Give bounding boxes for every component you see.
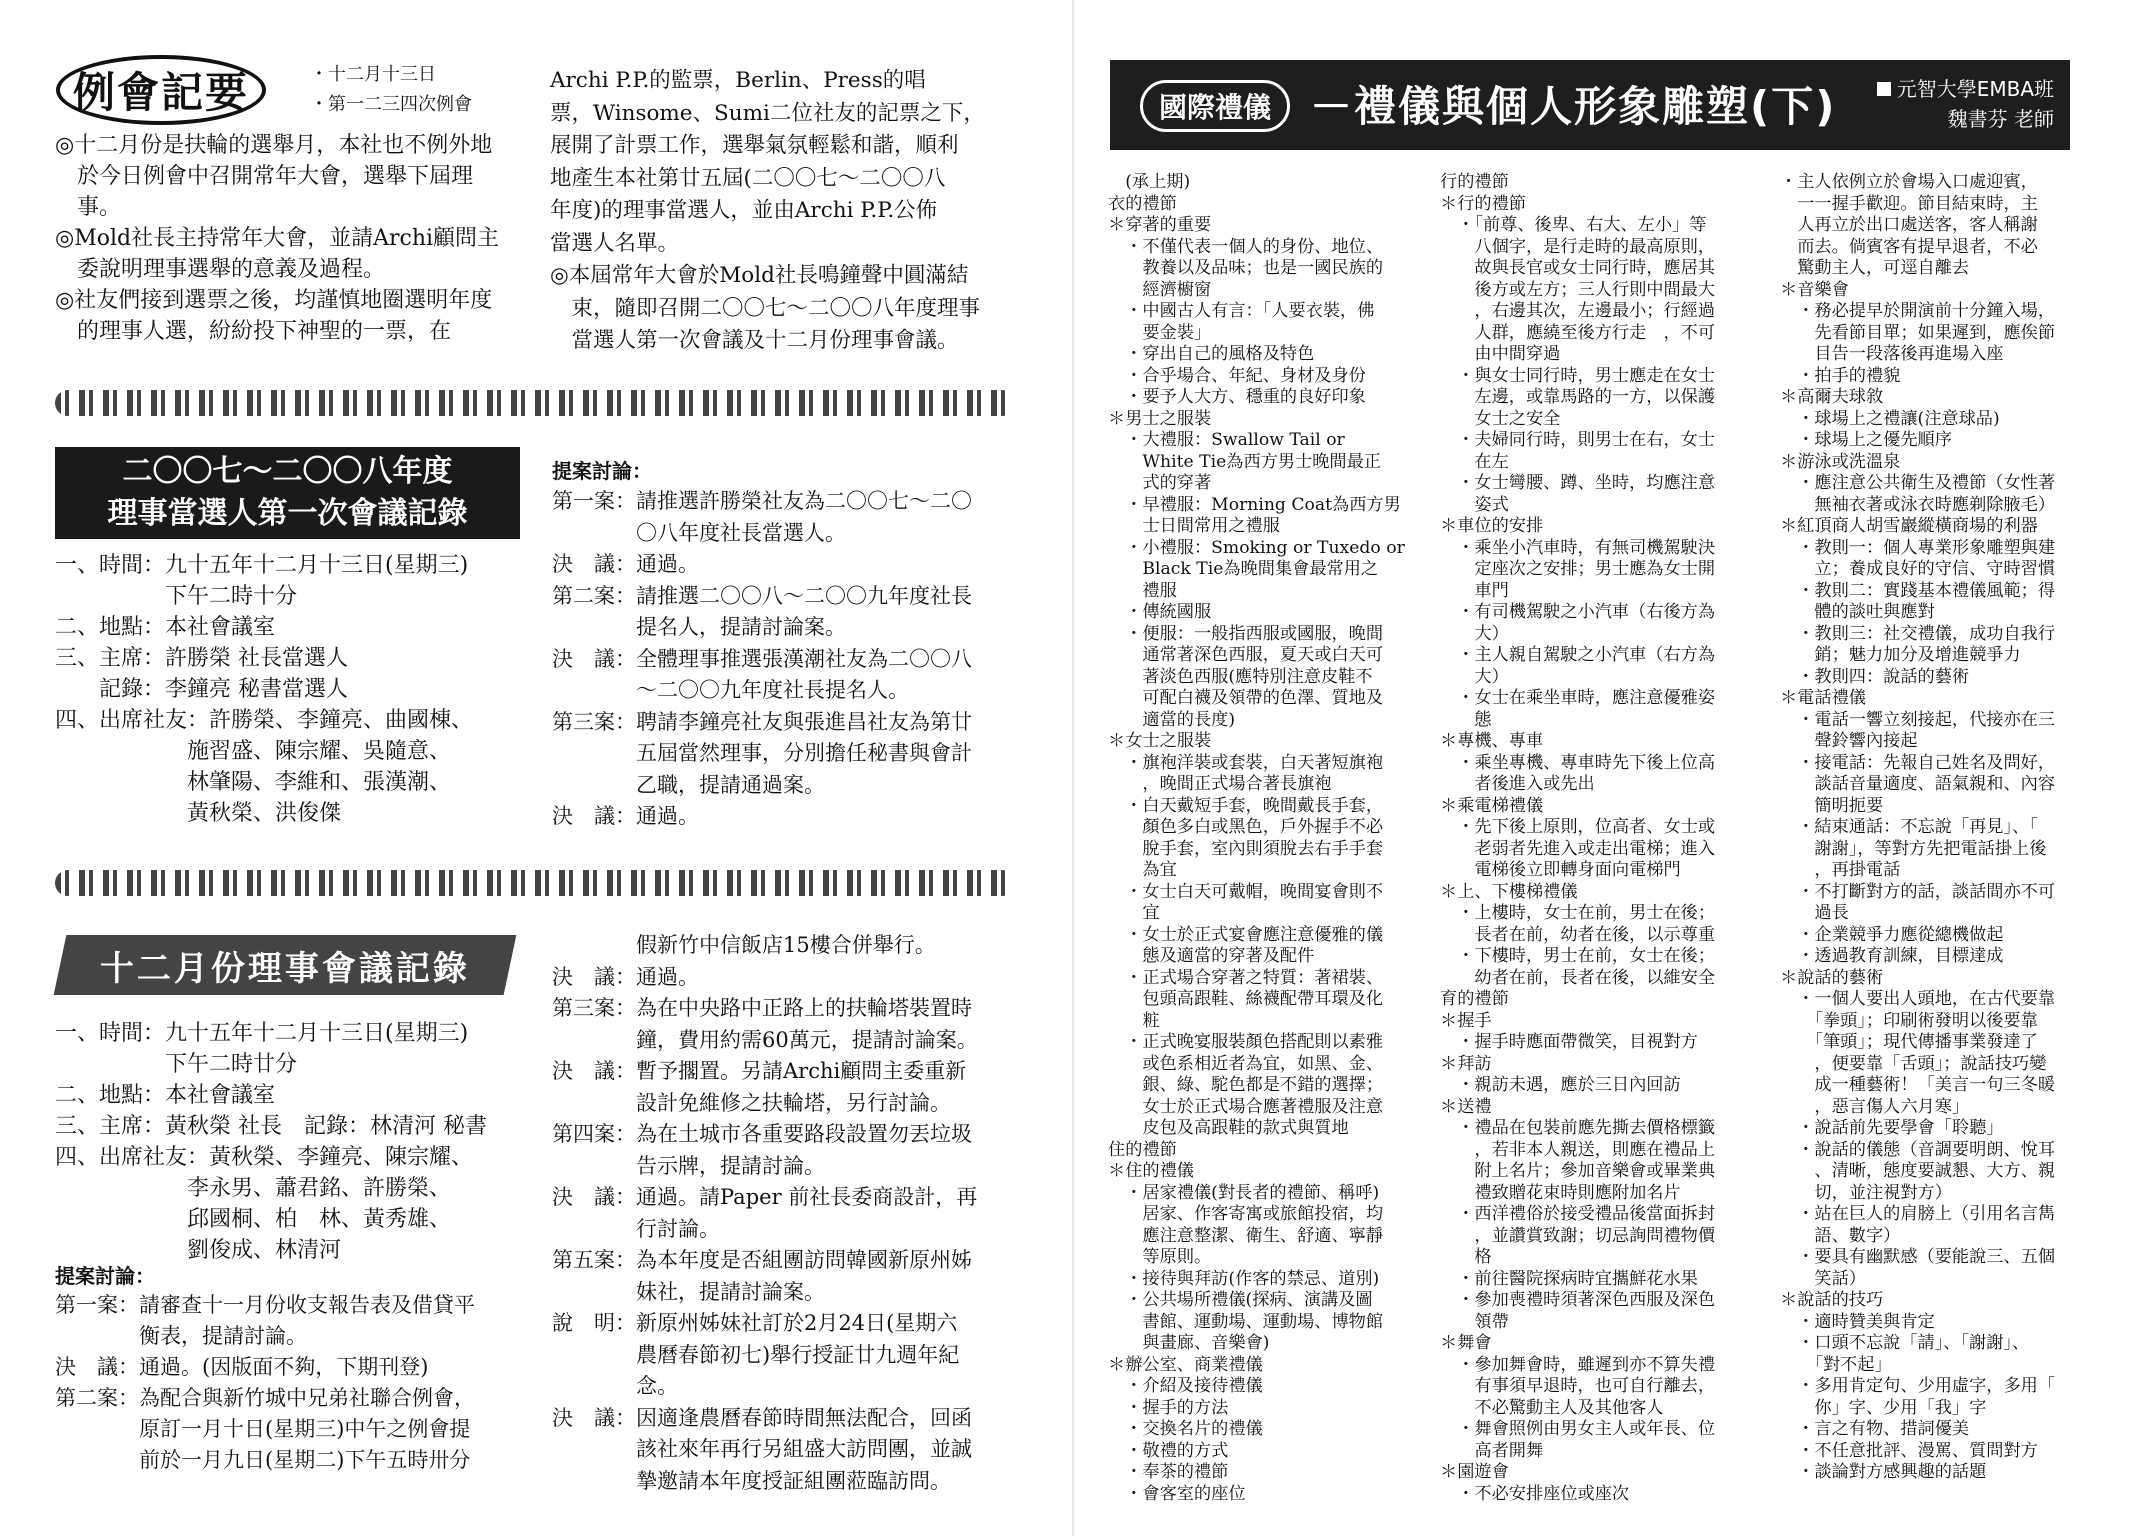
meeting-meta: ・十二月十三日 ・第一二三四次例會 bbox=[310, 64, 472, 115]
etiquette-badge: 國際禮儀 bbox=[1140, 80, 1290, 132]
first-meeting-details: 一、時間：九十五年十二月十三日(星期三) 下午二時十分 二、地點：本社會議室 三、主席：許勝榮 社長當選人 記錄：李鐘亮 秘書當選人 四、出席社友：許勝榮、李鐘亮、曲國棟、 施習盛、陳宗耀、吳隨意、 林肇陽、李維和、張漢潮、 黃秋榮、洪俊傑 bbox=[55, 553, 474, 826]
december-proposals-title: 提案討論： bbox=[55, 1264, 155, 1288]
meeting-notes-logo: 例會記要 bbox=[56, 55, 266, 125]
author-credit bbox=[1877, 74, 2054, 134]
etiquette-banner bbox=[1110, 60, 2070, 150]
author-name: 魏書芬 老師 bbox=[1947, 107, 2054, 131]
square-bullet-icon bbox=[1877, 82, 1891, 96]
december-proposals-part1: 第一案：請審查十一月份收支報告表及借貸平 衡表，提請討論。 決 議：通過。(因版面不夠，下期刊登) 第二案：為配合與新竹城中兄弟社聯合例會， 原訂一月十日(星期三)中午之例會提 前於一月九日(星期二)下午五時卅分 bbox=[55, 1293, 475, 1472]
etiquette-column-1: (承上期) 衣的禮節 ＊穿著的重要 ・不僅代表一個人的身份、地位、 教養以及品味；也是一國民族的 經濟櫥窗 ・中國古人有言：「人要衣裝，佛 要金裝」 ・穿出自己的風格及特色 ・合乎場合、年紀、身材及身份 ・要予人大方、穩重的良好印象 ＊男士之服裝 ・大禮服：Swallow Tail or White Tie為西方男士晚間最正 式的穿著 ・早禮服：Morning Coat為西方男 士日間常用之禮服 ・小禮服：Smoking or Tuxedo or Black Tie為晚間集會最常用之 禮服 ・傳統國服 ・便服：一般指西服或國服，晚間 通常著深色西服，夏天或白天可 著淡色西服(應特別注意皮鞋不 可配白襪及領帶的色澤、質地及 適當的長度) ＊女士之服裝 ・旗袍洋裝或套裝，白天著短旗袍 ，晚間正式場合著長旗袍 ・白天戴短手套，晚間戴長手套， 顏色多白或黑色，戶外握手不必 脫手套，室內則須脫去右手手套 為宜 ・女士白天可戴帽，晚間宴會則不 宜 ・女士於正式宴會應注意優雅的儀 態及適當的穿著及配件 ・正式場合穿著之特質：著裙裝、 包頭高跟鞋、絲襪配帶耳環及化 粧 ・正式晚宴服裝顏色搭配則以素雅 或色系相近者為宜，如黑、金、 銀、綠、駝色都是不錯的選擇； 女士於正式場合應著禮服及注意 皮包及高跟鞋的款式與質地 住的禮節 ＊住的禮儀 ・居家禮儀(對長者的禮節、稱呼) 居家、作客寄寓或旅館投宿，均 應注意整潔、衛生、舒適、寧靜 等原則。 ・接待與拜訪(作客的禁忌、道別) ・公共場所禮儀(探病、演講及圖 書館、運動場、運動場、博物館 與畫廊、音樂會) ＊辦公室、商業禮儀 ・介紹及接待禮儀 ・握手的方法 ・交換名片的禮儀 ・敬禮的方式 ・奉茶的禮節 ・會客室的座位 bbox=[1108, 172, 1405, 1504]
ornament-divider bbox=[55, 870, 1015, 896]
first-meeting-heading-line1: 二〇〇七～二〇〇八年度 bbox=[122, 454, 453, 489]
etiquette-column-3: ・主人依例立於會場入口處迎賓， 一一握手歡迎。節目結束時，主 人再立於出口處送客，客人稱謝 而去。倘賓客有提早退者，不必 驚動主人，可逕自離去 ＊音樂會 ・務必提早於開演前十分鐘入場， 先看節目單；如果遲到，應俟節 目告一段落後再進場入座 ・拍手的禮貌 ＊高爾夫球敘 ・球場上之禮讓(注意球品) ・球場上之優先順序 ＊游泳或洗溫泉 ・應注意公共衛生及禮節（女性著 無袖衣著或泳衣時應剃除腋毛） ＊紅頂商人胡雪巖縱橫商場的利器 ・教則一：個人專業形象雕塑與建 立；養成良好的守信、守時習慣 ・教則二：實踐基本禮儀風範；得 體的談吐與應對 ・教則三：社交禮儀，成功自我行 銷；魅力加分及增進競爭力 ・教則四：說話的藝術 ＊電話禮儀 ・電話一響立刻接起，代接亦在三 聲鈴響內接起 ・接電話：先報自己姓名及問好， 談話音量適度、語氣親和、內容 簡明扼要 ・結束通話：不忘說「再見」、「 謝謝」，等對方先把電話掛上後 ，再掛電話 ・不打斷對方的話，談話間亦不可 過長 ・企業競爭力應從總機做起 ・透過教育訓練，目標達成 ＊說話的藝術 ・一個人要出人頭地，在古代要靠 「拳頭」；印刷術發明以後要靠 「筆頭」；現代傳播事業發達了 ，便要靠「舌頭」；說話技巧變 成一種藝術！「美言一句三冬暖 ，惡言傷人六月寒」 ・說話前先要學會「聆聽」 ・說話的儀態（音調要明朗、悅耳 、清晰，態度要誠懇、大方、親 切，並注視對方） ・站在巨人的肩膀上（引用名言雋 語、數字） ・要具有幽默感（要能說三、五個 笑話） ＊說話的技巧 ・適時贊美與肯定 ・口頭不忘說「請」、「謝謝」、 「對不起」 ・多用肯定句、少用虛字，多用「 你」字、少用「我」字 ・言之有物、措詞優美 ・不任意批評、漫罵、質問對方 ・談論對方感興趣的話題 bbox=[1780, 172, 2056, 1482]
december-meeting-heading bbox=[54, 935, 517, 995]
december-meeting-heading-text: 十二月份理事會議記錄 bbox=[100, 948, 470, 989]
etiquette-column-2: 行的禮節 ＊行的禮節 ・「前尊、後卑、右大、左小」等 八個字，是行走時的最高原則， 故與長官或女士同行時，應居其 後方或左方；三人行則中間最大 ，右邊其次，左邊最小；行經過 人群，應繞至後方行走 ，不可 由中間穿過 ・與女士同行時，男士應走在女士 左邊，或靠馬路的一方，以保護 女士之安全 ・夫婦同行時，則男士在右，女士 在左 ・女士彎腰、蹲、坐時，均應注意 姿式 ＊車位的安排 ・乘坐小汽車時，有無司機駕駛決 定座次之安排；男士應為女士開 車門 ・有司機駕駛之小汽車（右後方為 大） ・主人親自駕駛之小汽車（右方為 大） ・女士在乘坐車時，應注意優雅姿 態 ＊專機、專車 ・乘坐專機、專車時先下後上位高 者後進入或先出 ＊乘電梯禮儀 ・先下後上原則，位高者、女士或 老弱者先進入或走出電梯；進入 電梯後立即轉身面向電梯門 ＊上、下樓梯禮儀 ・上樓時，女士在前，男士在後； 長者在前，幼者在後，以示尊重 ・下樓時，男士在前，女士在後； 幼者在前，長者在後，以維安全 育的禮節 ＊握手 ・握手時應面帶微笑，目視對方 ＊拜訪 ・親訪未遇，應於三日內回訪 ＊送禮 ・禮品在包裝前應先撕去價格標籤 ，若非本人親送，則應在禮品上 附上名片；參加音樂會或畢業典 禮致贈花束時則應附加名片 ・西洋禮俗於接受禮品後當面拆封 ，並讚賞致謝；切忌詢問禮物價 格 ・前往醫院探病時宜攜鮮花水果 ・參加喪禮時須著深色西服及深色 領帶 ＊舞會 ・參加舞會時，雖遲到亦不算失禮 有事須早退時，也可自行離去， 不必驚動主人及其他客人 ・舞會照例由男女主人或年長、位 高者開舞 ＊園遊會 ・不必安排座位或座次 bbox=[1440, 172, 1716, 1504]
author-affiliation: 元智大學EMBA班 bbox=[1896, 77, 2054, 101]
ornament-divider bbox=[55, 390, 1015, 416]
first-meeting-proposals-title: 提案討論： bbox=[552, 459, 652, 483]
first-meeting-heading bbox=[55, 447, 520, 539]
etiquette-title: －禮儀與個人形象雕塑(下) bbox=[1310, 82, 1837, 131]
first-meeting-heading-line2: 理事當選人第一次會議記錄 bbox=[107, 496, 468, 531]
page-fold bbox=[1072, 0, 1074, 1536]
december-proposals-part2: 假新竹中信飯店15樓合併舉行。 決 議：通過。 第三案：為在中央路中正路上的扶輪塔裝置時 鐘，費用約需60萬元，提請討論案。 決 議：暫予擱置。另請Archi顧問主委重新 設計免維修之扶輪塔，另行討論。 第四案：為在土城市各重要路段設置勿丟垃圾 告示牌，提請討論。 決 議：通過。請Paper 前社長委商設計，再 行討論。 第五案：為本年度是否組團訪問韓國新原州姊 妹社，提請討論案。 說 明：新原州姊妹社訂於2月24日(星期六 農曆春節初七)舉行授証廿九週年紀 念。 決 議：因適逢農曆春節時間無法配合，回函 該社來年再行另組盛大訪問團，並誠 摯邀請本年度授証組團蒞臨訪問。 bbox=[552, 933, 978, 1493]
meeting-notes-col1: ◎十二月份是扶輪的選舉月，本社也不例外地 於今日例會中召開常年大會，選舉下屆理 事。 ◎Mold社長主持常年大會，並請Archi顧問主 委說明理事選舉的意義及過程。 ◎社友們接到選票之後，均謹慎地圈選明年度 的理事人選，紛紛投下神聖的一票，在 bbox=[55, 133, 500, 344]
meeting-notes-col2: Archi P.P.的監票，Berlin、Press的唱 票，Winsome、Sumi二位社友的記票之下， 展開了計票工作，選舉氣氛輕鬆和諧，順利 地產生本社第廿五屆(二〇〇七～二〇〇八 年度)的理事當選人，並由Archi P.P.公佈 當選人名單。 ◎本屆常年大會於Mold社長鳴鐘聲中圓滿結 束，隨即召開二〇〇七～二〇〇八年度理事 當選人第一次會議及十二月份理事會議。 bbox=[550, 68, 985, 353]
december-meeting-details: 一、時間：九十五年十二月十三日(星期三) 下午二時廿分 二、地點：本社會議室 三、主席：黃秋榮 社長 記錄：林清河 秘書 四、出席社友：黃秋榮、李鐘亮、陳宗耀、 李永男、蕭君銘、許勝榮、 邱國桐、柏 林、黃秀雄、 劉俊成、林清河 bbox=[55, 1021, 487, 1263]
first-meeting-proposals: 第一案：請推選許勝榮社友為二〇〇七～二〇 〇八年度社長當選人。 決 議：通過。 第二案：請推選二〇〇八～二〇〇九年度社長 提名人，提請討論案。 決 議：全體理事推選張漢潮社友為二〇〇八 ～二〇〇九年度社長提名人。 第三案：聘請李鐘亮社友與張進昌社友為第廿 五屆當然理事，分別擔任秘書與會計 乙職，提請通過案。 決 議：通過。 bbox=[552, 489, 972, 828]
